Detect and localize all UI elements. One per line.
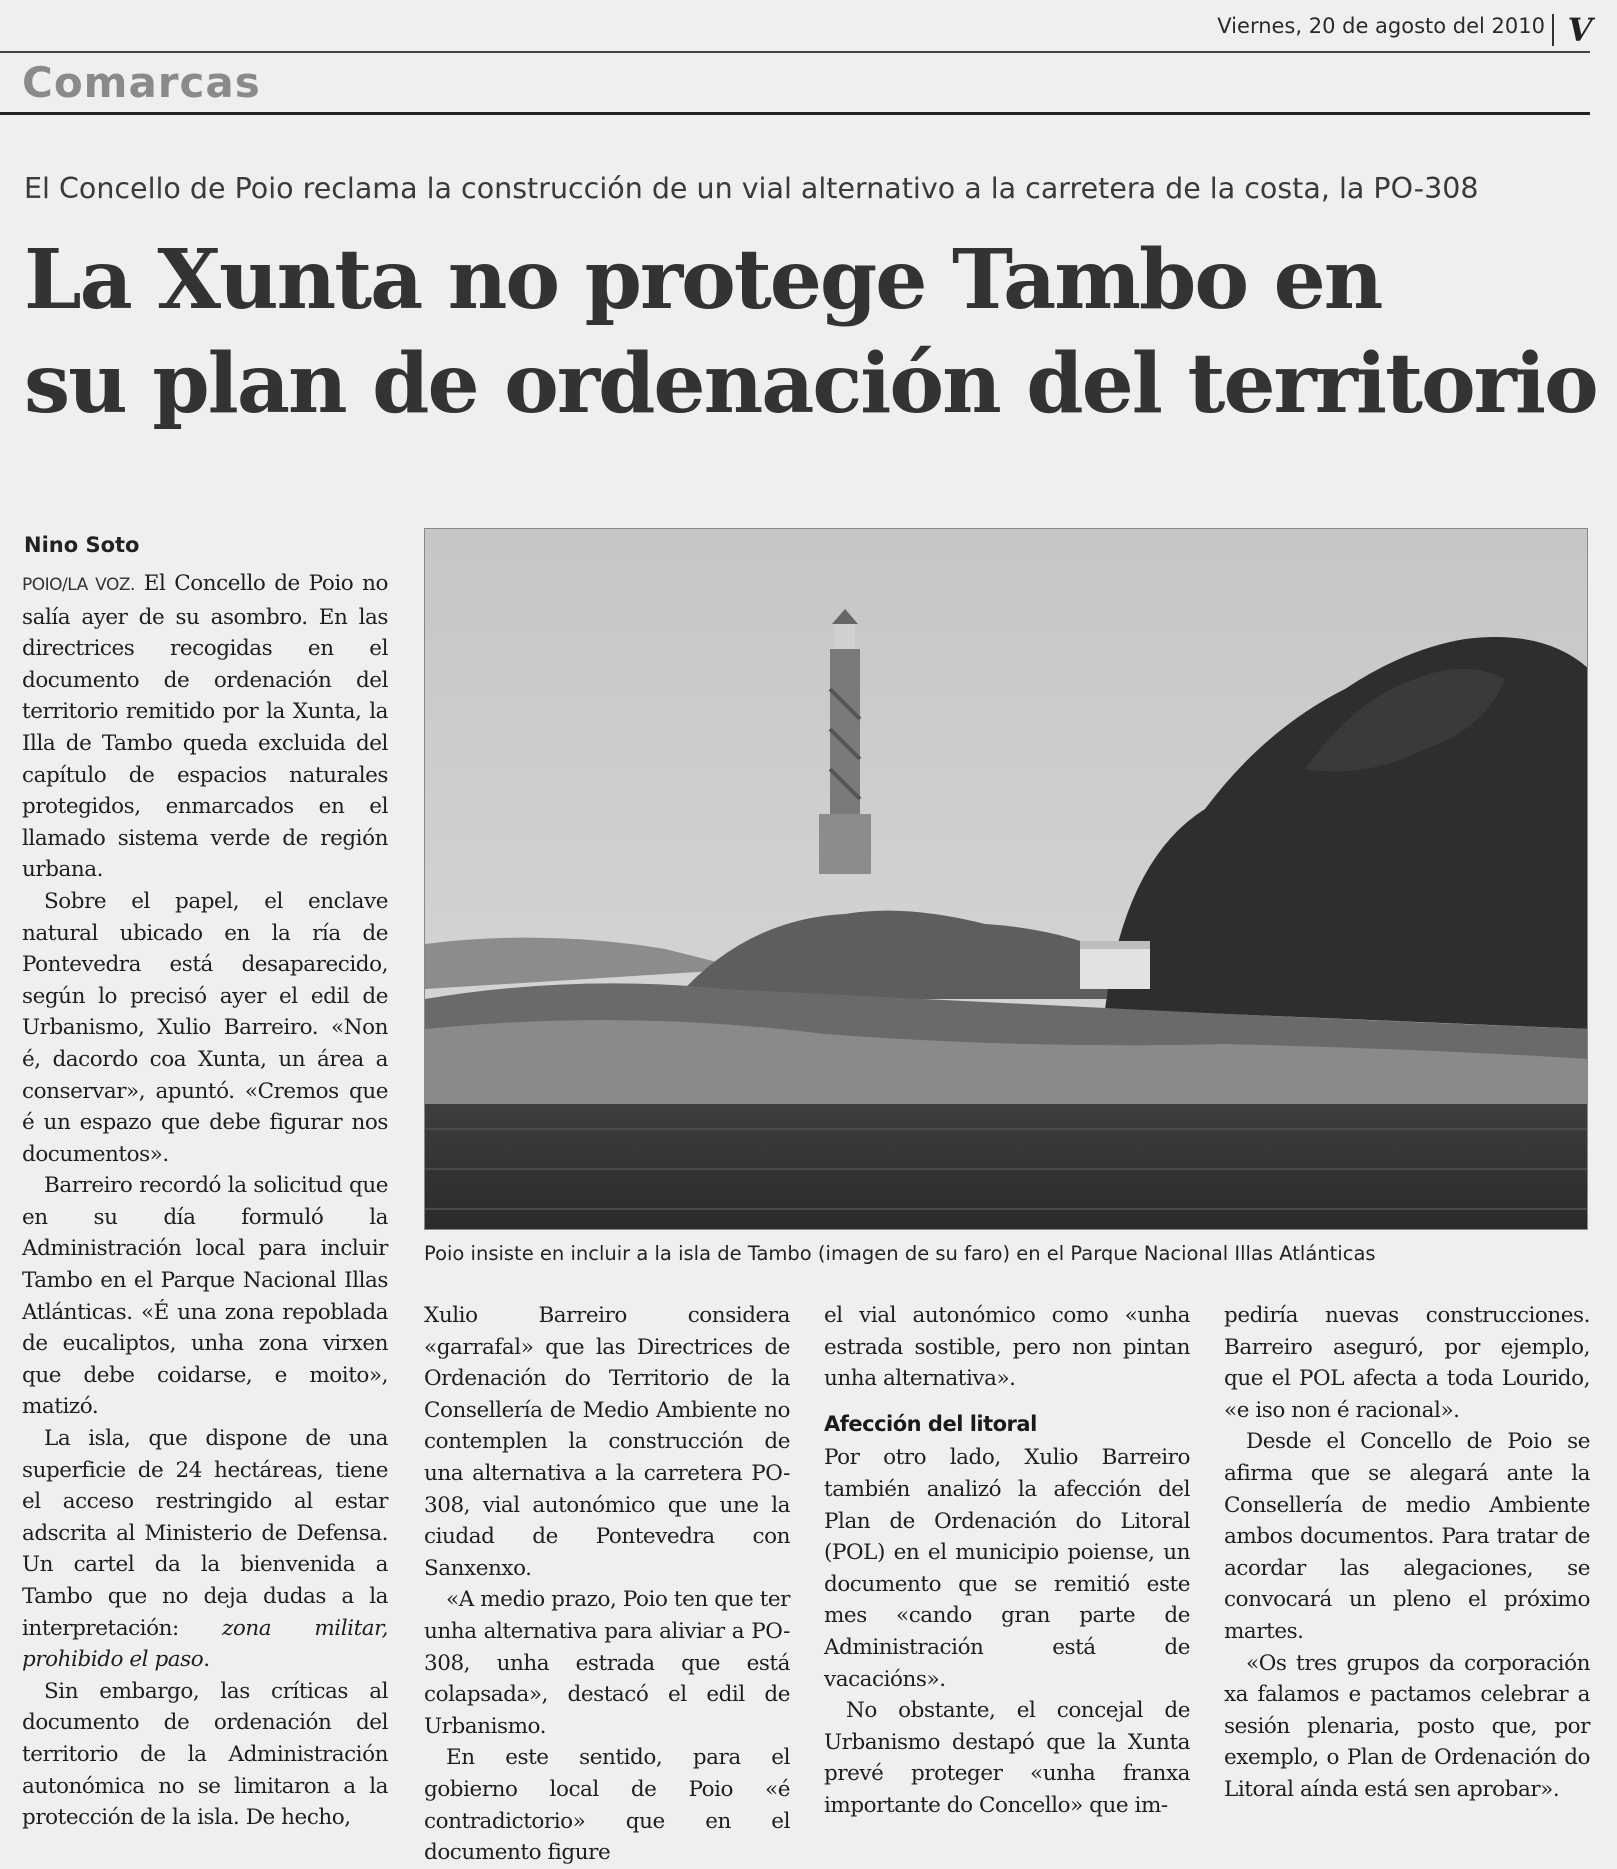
paragraph: Por otro lado, Xulio Barreiro también analizó la afección del Plan de Ordenación do Litoral (POL) en el municipio poiense, un documento que se remitió este mes «cando gran parte de Administración está de vacacións». <box>824 1445 1190 1692</box>
paragraph-text: La isla, que dispone de una superficie de 24 hectáreas, tiene el acceso restringido al estar adscrita al Ministerio de Defensa. Un cartel da la bienvenida a Tambo que no deja dudas a la interpretación: <box>22 1426 388 1641</box>
paragraph: pediría nuevas construcciones. Barreiro aseguró, por ejemplo, que el POL afecta a toda Lourido, «e iso non é racional». <box>1224 1303 1590 1423</box>
lighthouse-photo <box>424 528 1588 1230</box>
column-3 <box>824 1300 1190 1822</box>
newspaper-logo-icon: V <box>1567 11 1593 49</box>
masthead <box>0 0 1617 120</box>
paragraph-text: . <box>203 1647 210 1673</box>
dateline: POIO/LA VOZ. <box>22 575 135 595</box>
section-title: Comarcas <box>22 58 261 107</box>
date-separator <box>1552 14 1554 46</box>
tambo-island-image <box>425 529 1588 1230</box>
column-4 <box>1224 1300 1590 1806</box>
paragraph: No obstante, el concejal de Urbanismo destapó que la Xunta prevé proteger «unha franxa importante do Concello» que im- <box>824 1698 1190 1818</box>
section-rule <box>0 112 1590 115</box>
paragraph: el vial autonómico como «unha estrada sostible, pero non pintan unha alternativa». <box>824 1303 1190 1392</box>
byline: Nino Soto <box>24 533 140 557</box>
issue-date: Viernes, 20 de agosto del 2010 <box>1217 14 1545 38</box>
paragraph: Barreiro recordó la solicitud que en su día formuló la Administración local para incluir Tambo en el Parque Nacional Illas Atlánticas. «É una zona repoblada de eucaliptos, unha zona virxen que debe coidarse, e moito», matizó. <box>22 1173 388 1420</box>
paragraph: Sobre el papel, el enclave natural ubicado en la ría de Pontevedra está desaparecido, según lo precisó ayer el edil de Urbanismo, Xulio Barreiro. «Non é, dacordo coa Xunta, un área a conservar», apuntó. «Cremos que é un espazo que debe figurar nos documentos». <box>22 888 388 1167</box>
paragraph: En este sentido, para el gobierno local de Poio «é contradictorio» que en el documento figure <box>424 1745 790 1866</box>
paragraph: Desde el Concello de Poio se afirma que se alegará ante la Consellería de medio Ambiente ambos documentos. Para tratar de acordar las alegaciones, se convocará un pleno el próximo martes. <box>1224 1429 1590 1644</box>
photo-caption: Poio insiste en incluir a la isla de Tambo (imagen de su faro) en el Parque Nacional Illas Atlánticas <box>424 1242 1376 1265</box>
paragraph: «Os tres grupos da corporación xa falamos e pactamos celebrar a sesión plenaria, posto que, por exemplo, o Plan de Ordenación do Litoral aínda está sen aprobar». <box>1224 1650 1590 1802</box>
top-rule <box>0 51 1590 53</box>
paragraph <box>22 568 388 886</box>
article-headline <box>24 228 1597 436</box>
paragraph: Sin embargo, las críticas al documento de ordenación del territorio de la Administración autonómica no se limitaron a la protección de la isla. De hecho, <box>22 1678 388 1831</box>
subheading: Afección del litoral <box>824 1411 1037 1436</box>
column-1 <box>22 568 388 1834</box>
paragraph-text: El Concello de Poio no salía ayer de su asombro. En las directrices recogidas en el documento de ordenación del territorio remitido por la Xunta, la Illa de Tambo queda excluida del capítulo de espacios naturales protegidos, enmarcados en el llamado sistema verde de región urbana. <box>22 571 388 883</box>
column-2 <box>424 1300 790 1869</box>
sign-quote: zona militar, prohibido el paso <box>22 1615 388 1673</box>
headline-line-1: La Xunta no protege Tambo en <box>24 232 1382 328</box>
paragraph: Xulio Barreiro considera «garrafal» que las Directrices de Ordenación do Territorio de la Consellería de Medio Ambiente no contemplen la construcción de una alternativa a la carretera PO-308, vial autonómico que une la ciudad de Pontevedra con Sanxenxo. <box>424 1303 790 1581</box>
article-kicker: El Concello de Poio reclama la construcción de un vial alternativo a la carretera de la costa, la PO-308 <box>24 172 1479 205</box>
paragraph <box>22 1423 388 1676</box>
headline-line-2: su plan de ordenación del territorio <box>24 336 1597 432</box>
paragraph: «A medio prazo, Poio ten que ter unha alternativa para aliviar a PO-308, unha estrada que está colapsada», destacó el edil de Urbanismo. <box>424 1587 790 1739</box>
